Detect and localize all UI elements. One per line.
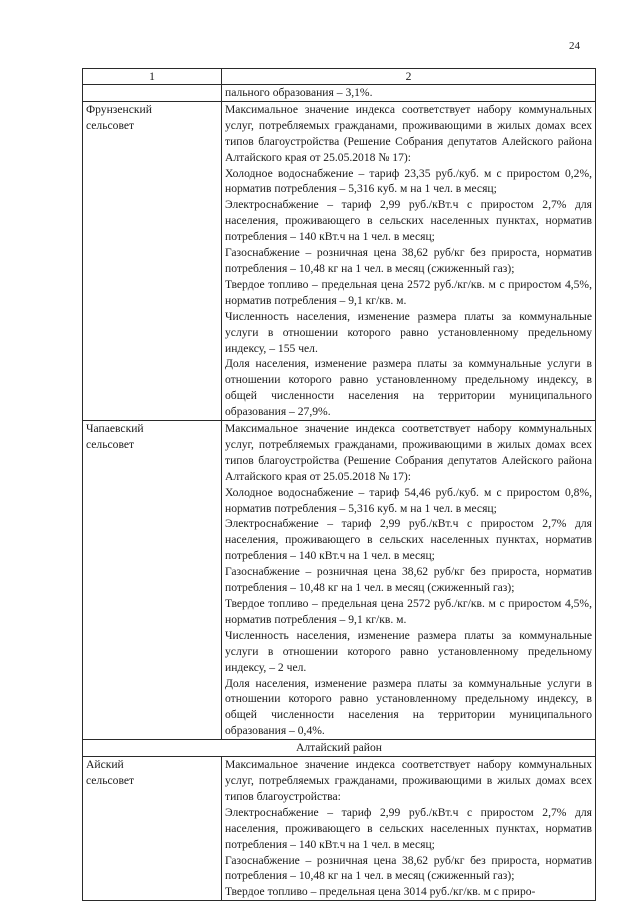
- index-table: [82, 68, 596, 901]
- column-header-1: 1: [83, 69, 222, 85]
- municipality-name-cell: [83, 757, 222, 901]
- table-row-group-heading: [83, 740, 596, 757]
- municipality-name: Айский: [86, 758, 124, 772]
- paragraph: Газоснабжение – розничная цена 38,62 руб/кг без прироста, норматив потребления – 10,48 кг на 1 чел. в месяц (сжиженный газ);: [225, 246, 592, 275]
- paragraph: Численность населения, изменение размера платы за коммунальные услуги в отношении которого равно установленному предельному индексу, – 2 чел.: [225, 628, 592, 674]
- municipality-name-cell: [83, 421, 222, 740]
- table-header-row: [83, 69, 596, 85]
- municipality-description-cell: [222, 101, 596, 420]
- paragraph: Доля населения, изменение размера платы за коммунальные услуги в отношении которого равно установленному предельному индексу, в общей численности населения на территории муниципального образования – 0,4%.: [225, 676, 592, 738]
- paragraph: Электроснабжение – тариф 2,99 руб./кВт.ч с приростом 2,7% для населения, проживающего в сельских населенных пунктах, норматив потребления – 140 кВт.ч на 1 чел. в месяц;: [225, 517, 592, 563]
- paragraph: Численность населения, изменение размера платы за коммунальные услуги в отношении которого равно установленному предельному индексу, – 155 чел.: [225, 309, 592, 355]
- empty-cell: [83, 85, 222, 102]
- municipality-type: сельсовет: [86, 773, 135, 787]
- municipality-description-cell: [222, 421, 596, 740]
- district-heading: Алтайский район: [83, 740, 596, 757]
- paragraph: Твердое топливо – предельная цена 2572 руб./кг/кв. м с приростом 4,5%, норматив потребления – 9,1 кг/кв. м.: [225, 597, 592, 626]
- table-row-continuation: [83, 85, 596, 102]
- paragraph: Газоснабжение – розничная цена 38,62 руб/кг без прироста, норматив потребления – 10,48 кг на 1 чел. в месяц (сжиженный газ);: [225, 853, 592, 883]
- paragraph: Максимальное значение индекса соответствует набору коммунальных услуг, потребляемых гражданами, проживающими в жилых домах всех типов благоустройства (Решение Собрания депутатов Алейского района Алтайского края от 25.05.2018 № 17):: [225, 422, 592, 483]
- table-row-chapaevsky: [83, 421, 596, 740]
- paragraph: Доля населения, изменение размера платы за коммунальные услуги в отношении которого равно установленному предельному индексу, в общей численности населения на территории муниципального образования – 27,9%.: [225, 357, 592, 419]
- paragraph: Холодное водоснабжение – тариф 54,46 руб./куб. м с приростом 0,8%, норматив потребления – 5,316 куб. м на 1 чел. в месяц;: [225, 485, 592, 515]
- continuation-text: пального образования – 3,1%.: [222, 85, 596, 102]
- paragraph: Твердое топливо – предельная цена 3014 руб./кг/кв. м с приро-: [225, 885, 536, 899]
- municipality-name-cell: [83, 101, 222, 420]
- municipality-name: Чапаевский: [86, 422, 144, 436]
- paragraph: Максимальное значение индекса соответствует набору коммунальных услуг, потребляемых гражданами, проживающими в жилых домах всех типов благоустройства:: [225, 758, 592, 803]
- municipality-description-cell: [222, 757, 596, 901]
- paragraph: Твердое топливо – предельная цена 2572 руб./кг/кв. м с приростом 4,5%, норматив потребления – 9,1 кг/кв. м.: [225, 277, 592, 307]
- table-row-frunzensky: [83, 101, 596, 420]
- paragraph: Электроснабжение – тариф 2,99 руб./кВт.ч с приростом 2,7% для населения, проживающего в сельских населенных пунктах, норматив потребления – 140 кВт.ч на 1 чел. в месяц;: [225, 198, 592, 244]
- municipality-name: Фрунзенский: [86, 102, 152, 116]
- page-number: 24: [569, 40, 580, 52]
- paragraph: Холодное водоснабжение – тариф 23,35 руб./куб. м с приростом 0,2%, норматив потребления – 5,316 куб. м на 1 чел. в месяц;: [225, 166, 592, 196]
- column-header-2: 2: [222, 69, 596, 85]
- municipality-type: сельсовет: [86, 437, 135, 451]
- paragraph: Электроснабжение – тариф 2,99 руб./кВт.ч с приростом 2,7% для населения, проживающего в сельских населенных пунктах, норматив потребления – 140 кВт.ч на 1 чел. в месяц;: [225, 805, 592, 851]
- paragraph: Газоснабжение – розничная цена 38,62 руб/кг без прироста, норматив потребления – 10,48 кг на 1 чел. в месяц (сжиженный газ);: [225, 565, 592, 595]
- municipality-type: сельсовет: [86, 118, 135, 132]
- paragraph: Максимальное значение индекса соответствует набору коммунальных услуг, потребляемых гражданами, проживающими в жилых домах всех типов благоустройства (Решение Собрания депутатов Алейского района Алтайского края от 25.05.2018 № 17):: [225, 102, 592, 164]
- table-row-aysky: [83, 757, 596, 901]
